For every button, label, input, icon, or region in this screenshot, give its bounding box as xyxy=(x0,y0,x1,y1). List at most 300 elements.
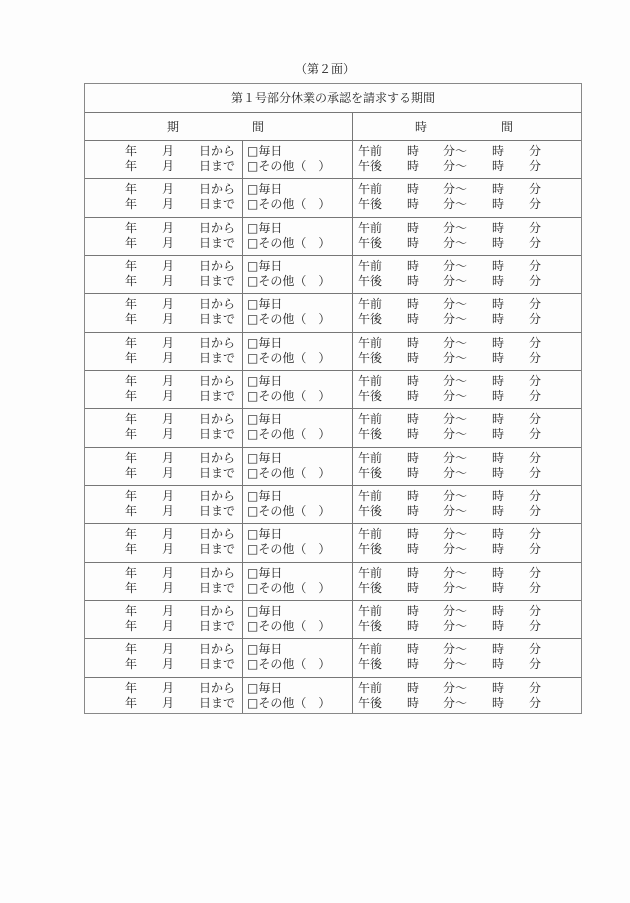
row-divider xyxy=(85,370,581,371)
year-field[interactable]: 年 xyxy=(125,695,138,710)
start-hour-field[interactable]: 時 xyxy=(407,258,420,273)
year-field[interactable]: 年 xyxy=(125,618,138,633)
year-field[interactable]: 年 xyxy=(125,258,138,273)
table-row xyxy=(85,217,581,255)
table-row xyxy=(85,638,581,676)
start-minute-field[interactable]: 分～ xyxy=(443,273,468,288)
header-time-char-2: 間 xyxy=(501,120,514,134)
start-hour-field[interactable]: 時 xyxy=(407,542,420,557)
row-divider xyxy=(85,638,581,639)
start-hour-field[interactable]: 時 xyxy=(407,695,420,710)
day-from-field[interactable]: 日から xyxy=(199,182,236,197)
row-divider xyxy=(85,447,581,448)
year-field[interactable]: 年 xyxy=(125,450,138,465)
day-to-field[interactable]: 日まで xyxy=(199,273,236,288)
start-hour-field[interactable]: 時 xyxy=(407,159,420,173)
checkbox-other[interactable]: □その他（ ） xyxy=(247,503,331,518)
start-hour-field[interactable]: 時 xyxy=(407,220,420,235)
end-hour-field[interactable]: 時 xyxy=(492,503,505,518)
end-minute-field[interactable]: 分 xyxy=(529,159,542,173)
month-field[interactable]: 月 xyxy=(162,273,175,288)
am-label: 午前 xyxy=(358,144,383,158)
end-minute-field[interactable]: 分 xyxy=(529,657,542,672)
start-minute-field[interactable]: 分～ xyxy=(443,220,468,235)
start-minute-field[interactable]: 分～ xyxy=(443,565,468,580)
start-minute-field[interactable]: 分～ xyxy=(443,695,468,710)
checkbox-daily[interactable]: □毎日 xyxy=(247,297,283,312)
row-divider xyxy=(85,178,581,179)
checkbox-other[interactable]: □その他（ ） xyxy=(247,618,331,633)
end-minute-field[interactable]: 分 xyxy=(529,488,542,503)
start-hour-field[interactable]: 時 xyxy=(407,465,420,480)
end-minute-field[interactable]: 分 xyxy=(529,144,542,158)
start-minute-field[interactable]: 分～ xyxy=(443,235,468,250)
am-label: 午前 xyxy=(358,335,383,350)
month-field[interactable]: 月 xyxy=(162,235,175,250)
day-from-field[interactable]: 日から xyxy=(199,603,236,618)
row-divider xyxy=(85,217,581,218)
year-field[interactable]: 年 xyxy=(125,235,138,250)
start-hour-field[interactable]: 時 xyxy=(407,503,420,518)
row-divider xyxy=(85,677,581,678)
start-hour-field[interactable]: 時 xyxy=(407,373,420,388)
year-field[interactable]: 年 xyxy=(125,657,138,672)
am-label: 午前 xyxy=(358,450,383,465)
month-field[interactable]: 月 xyxy=(162,312,175,327)
pm-label: 午後 xyxy=(358,159,383,173)
day-to-field[interactable]: 日まで xyxy=(199,235,236,250)
checkbox-daily[interactable]: □毎日 xyxy=(247,335,283,350)
start-hour-field[interactable]: 時 xyxy=(407,388,420,403)
am-label: 午前 xyxy=(358,373,383,388)
pm-label: 午後 xyxy=(358,465,383,480)
pm-label: 午後 xyxy=(358,273,383,288)
table-row xyxy=(85,600,581,638)
year-field[interactable]: 年 xyxy=(125,680,138,695)
year-field[interactable]: 年 xyxy=(125,503,138,518)
start-minute-field[interactable]: 分～ xyxy=(443,680,468,695)
month-field[interactable]: 月 xyxy=(162,542,175,557)
start-hour-field[interactable]: 時 xyxy=(407,412,420,427)
end-minute-field[interactable]: 分 xyxy=(529,273,542,288)
pm-label: 午後 xyxy=(358,350,383,365)
year-field[interactable]: 年 xyxy=(125,488,138,503)
end-hour-field[interactable]: 時 xyxy=(492,657,505,672)
end-hour-field[interactable]: 時 xyxy=(492,450,505,465)
day-from-field[interactable]: 日から xyxy=(199,412,236,427)
pm-label: 午後 xyxy=(358,388,383,403)
pm-label: 午後 xyxy=(358,618,383,633)
end-hour-field[interactable]: 時 xyxy=(492,680,505,695)
end-minute-field[interactable]: 分 xyxy=(529,412,542,427)
start-hour-field[interactable]: 時 xyxy=(407,565,420,580)
checkbox-other[interactable]: □その他（ ） xyxy=(247,542,331,557)
month-field[interactable]: 月 xyxy=(162,695,175,710)
start-hour-field[interactable]: 時 xyxy=(407,527,420,542)
month-field[interactable]: 月 xyxy=(162,603,175,618)
row-divider xyxy=(85,485,581,486)
page-label: （第２面） xyxy=(294,62,355,76)
day-from-field[interactable]: 日から xyxy=(199,144,236,158)
year-field[interactable]: 年 xyxy=(125,297,138,312)
checkbox-daily[interactable]: □毎日 xyxy=(247,220,283,235)
month-field[interactable]: 月 xyxy=(162,258,175,273)
start-minute-field[interactable]: 分～ xyxy=(443,450,468,465)
start-hour-field[interactable]: 時 xyxy=(407,680,420,695)
year-field[interactable]: 年 xyxy=(125,220,138,235)
end-minute-field[interactable]: 分 xyxy=(529,427,542,442)
start-hour-field[interactable]: 時 xyxy=(407,182,420,197)
day-to-field[interactable]: 日まで xyxy=(199,657,236,672)
end-hour-field[interactable]: 時 xyxy=(492,527,505,542)
start-hour-field[interactable]: 時 xyxy=(407,144,420,158)
row-divider xyxy=(85,408,581,409)
request-period-table xyxy=(84,83,582,714)
month-field[interactable]: 月 xyxy=(162,565,175,580)
checkbox-other[interactable]: □その他（ ） xyxy=(247,580,331,595)
checkbox-daily[interactable]: □毎日 xyxy=(247,258,283,273)
year-field[interactable]: 年 xyxy=(125,603,138,618)
table-row xyxy=(85,332,581,370)
start-hour-field[interactable]: 時 xyxy=(407,657,420,672)
month-field[interactable]: 月 xyxy=(162,388,175,403)
start-minute-field[interactable]: 分～ xyxy=(443,642,468,657)
end-hour-field[interactable]: 時 xyxy=(492,144,505,158)
table-row xyxy=(85,178,581,216)
start-minute-field[interactable]: 分～ xyxy=(443,580,468,595)
end-minute-field[interactable]: 分 xyxy=(529,542,542,557)
year-field[interactable]: 年 xyxy=(125,197,138,212)
year-field[interactable]: 年 xyxy=(125,465,138,480)
month-field[interactable]: 月 xyxy=(162,465,175,480)
start-minute-field[interactable]: 分～ xyxy=(443,503,468,518)
end-hour-field[interactable]: 時 xyxy=(492,258,505,273)
end-minute-field[interactable]: 分 xyxy=(529,565,542,580)
start-hour-field[interactable]: 時 xyxy=(407,235,420,250)
am-label: 午前 xyxy=(358,527,383,542)
end-hour-field[interactable]: 時 xyxy=(492,182,505,197)
start-minute-field[interactable]: 分～ xyxy=(443,144,468,158)
start-hour-field[interactable]: 時 xyxy=(407,297,420,312)
start-minute-field[interactable]: 分～ xyxy=(443,335,468,350)
table-row xyxy=(85,293,581,331)
end-hour-field[interactable]: 時 xyxy=(492,580,505,595)
year-field[interactable]: 年 xyxy=(125,335,138,350)
checkbox-daily[interactable]: □毎日 xyxy=(247,412,283,427)
am-label: 午前 xyxy=(358,642,383,657)
table-row xyxy=(85,485,581,523)
start-minute-field[interactable]: 分～ xyxy=(443,412,468,427)
checkbox-other[interactable]: □その他（ ） xyxy=(247,695,331,710)
pm-label: 午後 xyxy=(358,197,383,212)
day-to-field[interactable]: 日まで xyxy=(199,350,236,365)
end-minute-field[interactable]: 分 xyxy=(529,680,542,695)
start-hour-field[interactable]: 時 xyxy=(407,618,420,633)
year-field[interactable]: 年 xyxy=(125,350,138,365)
start-hour-field[interactable]: 時 xyxy=(407,335,420,350)
end-minute-field[interactable]: 分 xyxy=(529,580,542,595)
day-from-field[interactable]: 日から xyxy=(199,565,236,580)
month-field[interactable]: 月 xyxy=(162,680,175,695)
end-hour-field[interactable]: 時 xyxy=(492,335,505,350)
year-field[interactable]: 年 xyxy=(125,388,138,403)
start-minute-field[interactable]: 分～ xyxy=(443,657,468,672)
table-row xyxy=(85,447,581,485)
end-hour-field[interactable]: 時 xyxy=(492,297,505,312)
year-field[interactable]: 年 xyxy=(125,412,138,427)
checkbox-daily[interactable]: □毎日 xyxy=(247,680,283,695)
day-from-field[interactable]: 日から xyxy=(199,642,236,657)
start-minute-field[interactable]: 分～ xyxy=(443,373,468,388)
day-to-field[interactable]: 日まで xyxy=(199,465,236,480)
month-field[interactable]: 月 xyxy=(162,618,175,633)
pm-label: 午後 xyxy=(358,695,383,710)
table-row xyxy=(85,677,581,715)
row-divider xyxy=(85,255,581,256)
checkbox-other[interactable]: □その他（ ） xyxy=(247,197,331,212)
end-minute-field[interactable]: 分 xyxy=(529,465,542,480)
day-to-field[interactable]: 日まで xyxy=(199,159,236,173)
table-row xyxy=(85,140,581,178)
checkbox-other[interactable]: □その他（ ） xyxy=(247,427,331,442)
end-minute-field[interactable]: 分 xyxy=(529,388,542,403)
end-hour-field[interactable]: 時 xyxy=(492,427,505,442)
start-hour-field[interactable]: 時 xyxy=(407,273,420,288)
start-minute-field[interactable]: 分～ xyxy=(443,427,468,442)
table-row xyxy=(85,562,581,600)
end-minute-field[interactable]: 分 xyxy=(529,235,542,250)
day-to-field[interactable]: 日まで xyxy=(199,542,236,557)
start-hour-field[interactable]: 時 xyxy=(407,580,420,595)
start-minute-field[interactable]: 分～ xyxy=(443,297,468,312)
end-hour-field[interactable]: 時 xyxy=(492,603,505,618)
pm-label: 午後 xyxy=(358,580,383,595)
start-minute-field[interactable]: 分～ xyxy=(443,488,468,503)
am-label: 午前 xyxy=(358,488,383,503)
month-field[interactable]: 月 xyxy=(162,657,175,672)
day-to-field[interactable]: 日まで xyxy=(199,427,236,442)
end-minute-field[interactable]: 分 xyxy=(529,527,542,542)
start-hour-field[interactable]: 時 xyxy=(407,603,420,618)
am-label: 午前 xyxy=(358,565,383,580)
month-field[interactable]: 月 xyxy=(162,412,175,427)
am-label: 午前 xyxy=(358,220,383,235)
end-hour-field[interactable]: 時 xyxy=(492,642,505,657)
checkbox-daily[interactable]: □毎日 xyxy=(247,527,283,542)
checkbox-other[interactable]: □その他（ ） xyxy=(247,312,331,327)
year-field[interactable]: 年 xyxy=(125,642,138,657)
year-field[interactable]: 年 xyxy=(125,427,138,442)
end-minute-field[interactable]: 分 xyxy=(529,450,542,465)
end-hour-field[interactable]: 時 xyxy=(492,350,505,365)
row-divider xyxy=(85,600,581,601)
day-from-field[interactable]: 日から xyxy=(199,450,236,465)
month-field[interactable]: 月 xyxy=(162,197,175,212)
checkbox-daily[interactable]: □毎日 xyxy=(247,182,283,197)
end-minute-field[interactable]: 分 xyxy=(529,642,542,657)
year-field[interactable]: 年 xyxy=(125,144,138,158)
end-minute-field[interactable]: 分 xyxy=(529,312,542,327)
start-minute-field[interactable]: 分～ xyxy=(443,527,468,542)
start-minute-field[interactable]: 分～ xyxy=(443,312,468,327)
checkbox-other[interactable]: □その他（ ） xyxy=(247,388,331,403)
checkbox-daily[interactable]: □毎日 xyxy=(247,144,283,158)
header-period-char-2: 間 xyxy=(252,120,265,134)
end-hour-field[interactable]: 時 xyxy=(492,373,505,388)
end-minute-field[interactable]: 分 xyxy=(529,603,542,618)
end-minute-field[interactable]: 分 xyxy=(529,220,542,235)
day-to-field[interactable]: 日まで xyxy=(199,312,236,327)
month-field[interactable]: 月 xyxy=(162,220,175,235)
month-field[interactable]: 月 xyxy=(162,450,175,465)
pm-label: 午後 xyxy=(358,503,383,518)
checkbox-other[interactable]: □その他（ ） xyxy=(247,235,331,250)
end-hour-field[interactable]: 時 xyxy=(492,412,505,427)
end-hour-field[interactable]: 時 xyxy=(492,388,505,403)
start-minute-field[interactable]: 分～ xyxy=(443,542,468,557)
day-to-field[interactable]: 日まで xyxy=(199,695,236,710)
month-field[interactable]: 月 xyxy=(162,350,175,365)
month-field[interactable]: 月 xyxy=(162,182,175,197)
row-divider xyxy=(85,332,581,333)
end-hour-field[interactable]: 時 xyxy=(492,618,505,633)
am-label: 午前 xyxy=(358,297,383,312)
year-field[interactable]: 年 xyxy=(125,580,138,595)
end-minute-field[interactable]: 分 xyxy=(529,695,542,710)
day-from-field[interactable]: 日から xyxy=(199,258,236,273)
start-minute-field[interactable]: 分～ xyxy=(443,159,468,173)
end-minute-field[interactable]: 分 xyxy=(529,182,542,197)
year-field[interactable]: 年 xyxy=(125,542,138,557)
pm-label: 午後 xyxy=(358,657,383,672)
start-hour-field[interactable]: 時 xyxy=(407,427,420,442)
start-hour-field[interactable]: 時 xyxy=(407,488,420,503)
end-minute-field[interactable]: 分 xyxy=(529,335,542,350)
day-from-field[interactable]: 日から xyxy=(199,488,236,503)
start-hour-field[interactable]: 時 xyxy=(407,642,420,657)
day-from-field[interactable]: 日から xyxy=(199,335,236,350)
row-divider xyxy=(85,523,581,524)
start-minute-field[interactable]: 分～ xyxy=(443,350,468,365)
checkbox-daily[interactable]: □毎日 xyxy=(247,373,283,388)
end-minute-field[interactable]: 分 xyxy=(529,618,542,633)
end-hour-field[interactable]: 時 xyxy=(492,273,505,288)
start-hour-field[interactable]: 時 xyxy=(407,312,420,327)
year-field[interactable]: 年 xyxy=(125,527,138,542)
month-field[interactable]: 月 xyxy=(162,642,175,657)
end-minute-field[interactable]: 分 xyxy=(529,503,542,518)
checkbox-daily[interactable]: □毎日 xyxy=(247,450,283,465)
checkbox-other[interactable]: □その他（ ） xyxy=(247,159,331,173)
end-hour-field[interactable]: 時 xyxy=(492,488,505,503)
end-hour-field[interactable]: 時 xyxy=(492,542,505,557)
checkbox-daily[interactable]: □毎日 xyxy=(247,642,283,657)
month-field[interactable]: 月 xyxy=(162,503,175,518)
month-field[interactable]: 月 xyxy=(162,297,175,312)
day-from-field[interactable]: 日から xyxy=(199,220,236,235)
end-hour-field[interactable]: 時 xyxy=(492,159,505,173)
table-row xyxy=(85,255,581,293)
pm-label: 午後 xyxy=(358,427,383,442)
pm-label: 午後 xyxy=(358,542,383,557)
year-field[interactable]: 年 xyxy=(125,373,138,388)
end-hour-field[interactable]: 時 xyxy=(492,312,505,327)
month-field[interactable]: 月 xyxy=(162,488,175,503)
day-from-field[interactable]: 日から xyxy=(199,527,236,542)
start-hour-field[interactable]: 時 xyxy=(407,350,420,365)
end-minute-field[interactable]: 分 xyxy=(529,350,542,365)
month-field[interactable]: 月 xyxy=(162,527,175,542)
end-hour-field[interactable]: 時 xyxy=(492,465,505,480)
start-minute-field[interactable]: 分～ xyxy=(443,388,468,403)
checkbox-other[interactable]: □その他（ ） xyxy=(247,465,331,480)
checkbox-daily[interactable]: □毎日 xyxy=(247,603,283,618)
table-row xyxy=(85,370,581,408)
checkbox-other[interactable]: □その他（ ） xyxy=(247,273,331,288)
am-label: 午前 xyxy=(358,680,383,695)
start-minute-field[interactable]: 分～ xyxy=(443,258,468,273)
month-field[interactable]: 月 xyxy=(162,427,175,442)
day-to-field[interactable]: 日まで xyxy=(199,197,236,212)
checkbox-daily[interactable]: □毎日 xyxy=(247,565,283,580)
day-to-field[interactable]: 日まで xyxy=(199,503,236,518)
checkbox-daily[interactable]: □毎日 xyxy=(247,488,283,503)
month-field[interactable]: 月 xyxy=(162,144,175,158)
start-hour-field[interactable]: 時 xyxy=(407,450,420,465)
end-hour-field[interactable]: 時 xyxy=(492,197,505,212)
day-to-field[interactable]: 日まで xyxy=(199,388,236,403)
day-to-field[interactable]: 日まで xyxy=(199,580,236,595)
start-minute-field[interactable]: 分～ xyxy=(443,465,468,480)
start-minute-field[interactable]: 分～ xyxy=(443,182,468,197)
start-minute-field[interactable]: 分～ xyxy=(443,618,468,633)
row-divider xyxy=(85,562,581,563)
start-minute-field[interactable]: 分～ xyxy=(443,603,468,618)
month-field[interactable]: 月 xyxy=(162,580,175,595)
end-hour-field[interactable]: 時 xyxy=(492,235,505,250)
day-from-field[interactable]: 日から xyxy=(199,373,236,388)
day-to-field[interactable]: 日まで xyxy=(199,618,236,633)
year-field[interactable]: 年 xyxy=(125,182,138,197)
checkbox-other[interactable]: □その他（ ） xyxy=(247,350,331,365)
year-field[interactable]: 年 xyxy=(125,273,138,288)
end-hour-field[interactable]: 時 xyxy=(492,565,505,580)
table-row xyxy=(85,523,581,561)
day-from-field[interactable]: 日から xyxy=(199,297,236,312)
month-field[interactable]: 月 xyxy=(162,335,175,350)
row-divider xyxy=(85,293,581,294)
year-field[interactable]: 年 xyxy=(125,159,138,173)
month-field[interactable]: 月 xyxy=(162,373,175,388)
year-field[interactable]: 年 xyxy=(125,565,138,580)
start-hour-field[interactable]: 時 xyxy=(407,197,420,212)
end-minute-field[interactable]: 分 xyxy=(529,197,542,212)
am-label: 午前 xyxy=(358,258,383,273)
end-hour-field[interactable]: 時 xyxy=(492,695,505,710)
pm-label: 午後 xyxy=(358,235,383,250)
end-minute-field[interactable]: 分 xyxy=(529,297,542,312)
end-minute-field[interactable]: 分 xyxy=(529,258,542,273)
table-row xyxy=(85,408,581,446)
year-field[interactable]: 年 xyxy=(125,312,138,327)
header-period-char-1: 期 xyxy=(167,120,180,134)
end-hour-field[interactable]: 時 xyxy=(492,220,505,235)
start-minute-field[interactable]: 分～ xyxy=(443,197,468,212)
month-field[interactable]: 月 xyxy=(162,159,175,173)
checkbox-other[interactable]: □その他（ ） xyxy=(247,657,331,672)
end-minute-field[interactable]: 分 xyxy=(529,373,542,388)
day-from-field[interactable]: 日から xyxy=(199,680,236,695)
